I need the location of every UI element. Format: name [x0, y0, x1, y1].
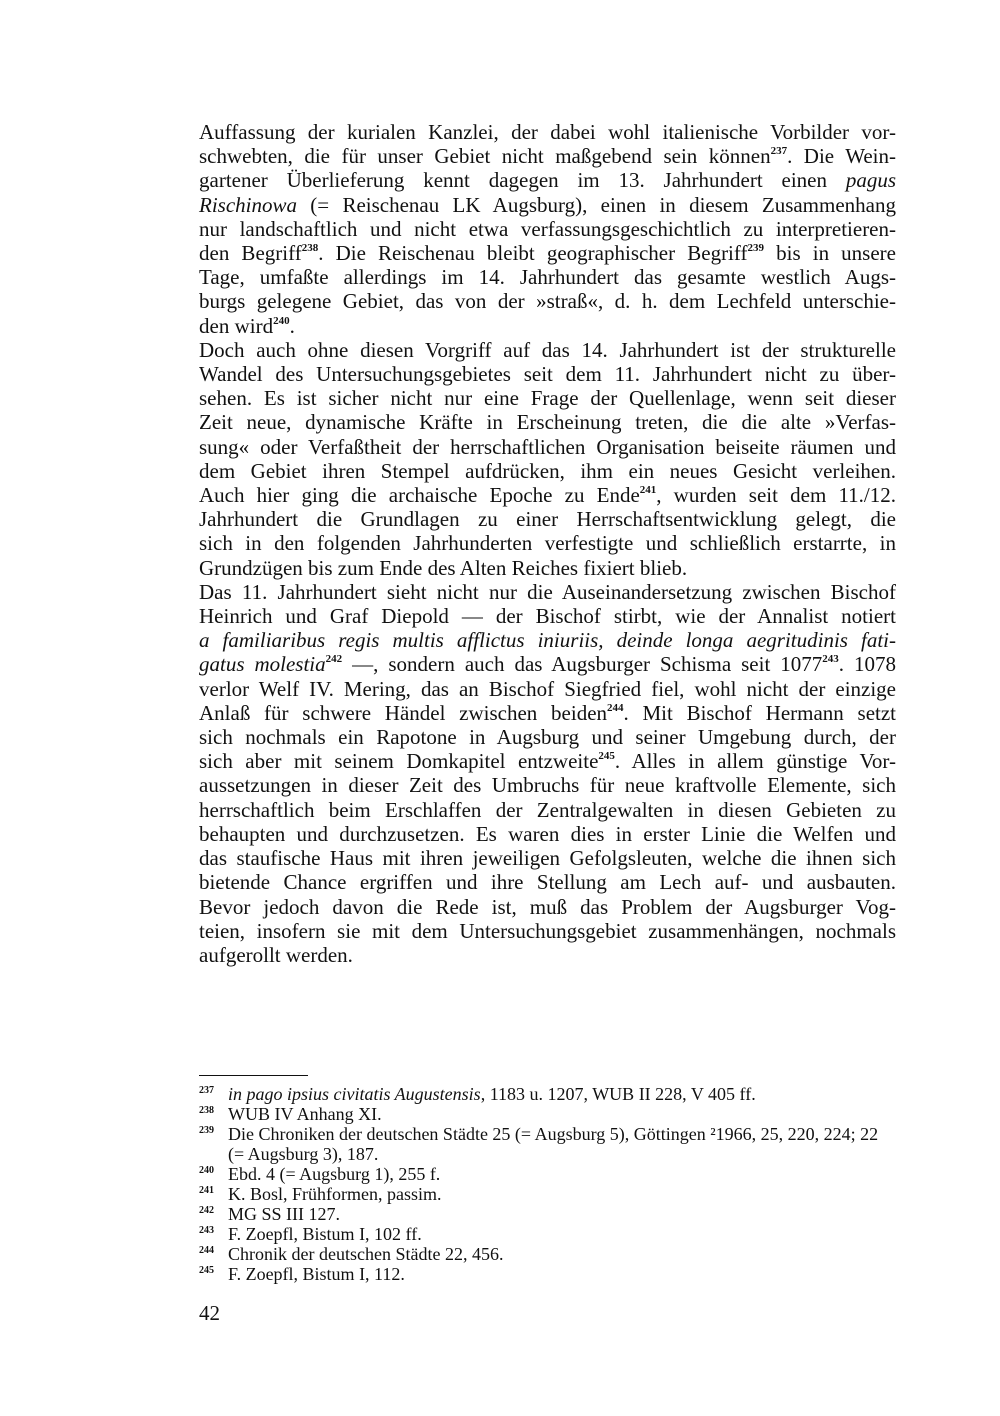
footnote-number: 239: [199, 1125, 214, 1136]
footnote-separator: [199, 1075, 308, 1076]
text-line: herrschaftlich beim Erschlaffen der Zentralgewalten in diesen Gebieten zu: [199, 797, 896, 822]
footnote-ref: 242: [325, 653, 343, 666]
text-line: sich aber mit seinem Domkapitel entzweite$^{245}$. Alles in allem günstige Vor-: [199, 749, 896, 774]
footnote-number: 245: [199, 1265, 214, 1276]
italic-text: gatus molestia: [199, 652, 326, 677]
footnote-text: Die Chroniken der deutschen Städte 25 (= Augsburg 5), Göttingen ²1966, 25, 220, 224; 22 (= Augsburg 3), 187.: [228, 1124, 879, 1164]
footnote: [199, 1084, 896, 1104]
paragraph: [199, 120, 896, 338]
footnote: [199, 1244, 896, 1264]
footnote: [199, 1224, 896, 1244]
footnote: [199, 1124, 896, 1164]
footnote-text: F. Zoepfl, Bistum I, 102 ff.: [228, 1224, 422, 1244]
main-text: [199, 120, 896, 967]
footnote-ref: 238: [301, 242, 319, 255]
text-line: Rischinowa (= Reischenau LK Augsburg), einen in diesem Zusammenhang: [199, 192, 896, 217]
text-line: dem Gebiet ihren Stempel aufdrücken, ihm ein neues Gesicht verleihen.: [199, 458, 896, 483]
footnote-number: 238: [199, 1105, 214, 1116]
italic-text: a familiaribus regis multis afflictus iniuriis, deinde longa aegritudinis fati-: [199, 628, 896, 653]
footnote-text: in pago ipsius civitatis Augustensis, 1183 u. 1207, WUB II 228, V 405 ff.: [228, 1084, 756, 1104]
footnote-number: 237: [199, 1085, 214, 1096]
footnote-text: Chronik der deutschen Städte 22, 456.: [228, 1244, 504, 1264]
text-line: Auffassung der kurialen Kanzlei, der dabei wohl italienische Vorbilder vor-: [199, 120, 896, 144]
text-line: aufgerollt werden.: [199, 942, 353, 967]
italic-text: pagus: [845, 168, 896, 193]
footnote-number: 242: [199, 1205, 214, 1216]
footnote-ref: 244: [607, 701, 624, 714]
text-line: Das 11. Jahrhundert sieht nicht nur die Auseinandersetzung zwischen Bischof: [199, 579, 896, 604]
text-line: sehen. Es ist sicher nicht nur eine Frage der Quellenlage, wenn seit dieser: [199, 386, 896, 411]
footnote: [199, 1184, 896, 1204]
text-line: schwebten, die für unser Gebiet nicht maßgebend sein können$^{237}$. Die Wein-: [199, 144, 896, 169]
text-line: sich nochmals ein Rapotone in Augsburg und seiner Umgebung durch, der: [199, 725, 896, 750]
text-line: nur landschaftlich und nicht etwa verfassungsgeschichtlich zu interpretieren-: [199, 216, 896, 241]
paragraph: [199, 338, 896, 580]
footnote-ref: 245: [598, 750, 615, 763]
footnote-number: 244: [199, 1245, 214, 1256]
text-line: teien, insofern sie mit dem Untersuchungsgebiet zusammenhängen, nochmals: [199, 918, 896, 943]
footnote-number: 240: [199, 1165, 214, 1176]
footnote-ref: 241: [639, 484, 657, 497]
page-body: [199, 120, 896, 967]
text-line: [199, 628, 896, 652]
text-line: burgs gelegene Gebiet, das von der »straß«, d. h. dem Lechfeld unterschie-: [199, 289, 896, 314]
text-line: Heinrich und Graf Diepold — der Bischof stirbt, wie der Annalist notiert: [199, 604, 896, 629]
footnote: [199, 1164, 896, 1184]
text-line: Tage, umfaßte allerdings im 14. Jahrhundert das gesamte westlich Augs-: [199, 265, 896, 290]
text-line: Wandel des Untersuchungsgebietes seit dem 11. Jahrhundert nicht zu über-: [199, 362, 896, 387]
text-line: sich in den folgenden Jahrhunderten verfestigte und schließlich erstarrte, in: [199, 531, 896, 556]
footnote-number: 241: [199, 1185, 214, 1196]
text-line: Jahrhundert die Grundlagen zu einer Herrschaftsentwicklung gelegt, die: [199, 507, 896, 532]
footnote: [199, 1264, 896, 1284]
page-number: 42: [199, 1301, 220, 1325]
footnote-text: K. Bosl, Frühformen, passim.: [228, 1184, 442, 1204]
text-line: den Begriff$^{238}$. Die Reischenau bleibt geographischer Begriff$^{239}$ bis in unsere: [199, 241, 896, 266]
italic-text: in pago ipsius civitatis Augustensis: [228, 1084, 481, 1104]
footnote-ref: 240: [273, 314, 290, 327]
footnotes: [199, 1084, 896, 1284]
text-line: behaupten und durchzusetzen. Es waren dies in erster Linie die Welfen und: [199, 821, 896, 846]
italic-text: Rischinowa: [199, 192, 297, 217]
footnote: [199, 1204, 896, 1224]
footnote-ref: 243: [822, 653, 839, 666]
text-line: gatus molestia$^{242}$ —, sondern auch das Augsburger Schisma seit 1077$^{243}$. 1078: [199, 652, 897, 677]
text-line: Bevor jedoch davon die Rede ist, muß das Problem der Augsburger Vog-: [199, 894, 896, 919]
text-line: verlor Welf IV. Mering, das an Bischof Siegfried fiel, wohl nicht der einzige: [199, 676, 896, 701]
text-line: den wird$^{240}$.: [199, 313, 295, 338]
text-line: sung« oder Verfaßtheit der herrschaftlichen Organisation beiseite räumen und: [199, 434, 896, 459]
text-line: Auch hier ging die archaische Epoche zu Ende$^{241}$, wurden seit dem 11./12.: [199, 483, 896, 508]
text-line: bietende Chance ergriffen und ihre Stellung am Lech auf- und ausbauten.: [199, 870, 896, 895]
footnote-number: 243: [199, 1225, 214, 1236]
footnote-text: F. Zoepfl, Bistum I, 112.: [228, 1264, 405, 1284]
footnote: [199, 1104, 896, 1124]
text-line: das staufische Haus mit ihren jeweiligen Gefolgsleuten, welche die ihnen sich: [199, 846, 896, 871]
footnote-text: WUB IV Anhang XI.: [228, 1104, 382, 1124]
text-line: aussetzungen in dieser Zeit des Umbruchs für neue kraftvolle Elemente, sich: [199, 773, 896, 798]
text-line: Anlaß für schwere Händel zwischen beiden$^{244}$. Mit Bischof Hermann setzt: [199, 700, 896, 725]
text-line: Zeit neue, dynamische Kräfte in Erscheinung treten, die die alte »Verfas-: [199, 410, 896, 435]
footnote-ref: 239: [747, 242, 764, 255]
footnote-ref: 237: [770, 145, 788, 158]
text-line: Grundzügen bis zum Ende des Alten Reiches fixiert blieb.: [199, 555, 688, 580]
footnote-text: Ebd. 4 (= Augsburg 1), 255 f.: [228, 1164, 441, 1184]
paragraph: [199, 580, 896, 967]
text-line: gartener Überlieferung kennt dagegen im 13. Jahrhundert einen pagus: [199, 168, 896, 193]
text-line: Doch auch ohne diesen Vorgriff auf das 14. Jahrhundert ist der strukturelle: [199, 337, 896, 362]
footnote-text: MG SS III 127.: [228, 1204, 341, 1224]
